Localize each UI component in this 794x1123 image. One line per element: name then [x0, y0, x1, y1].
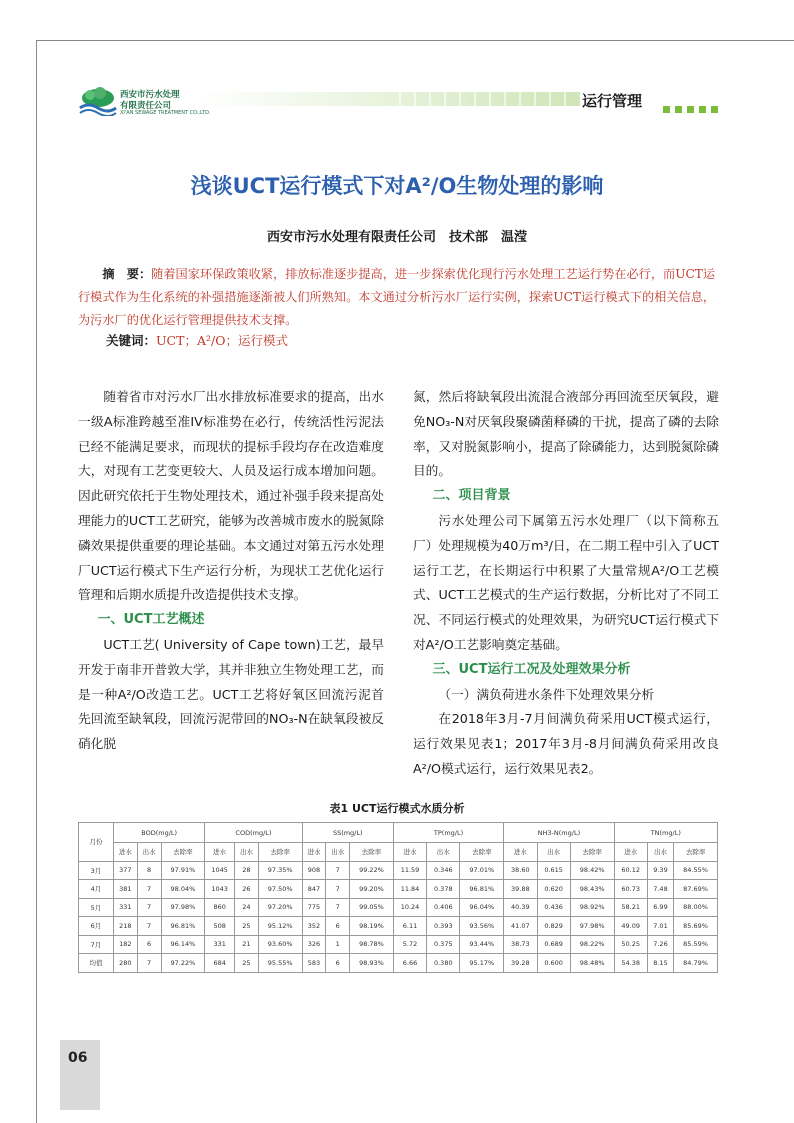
sub-header: 出水 [647, 843, 673, 862]
sub-header: 进水 [302, 843, 326, 862]
page-frame-left [36, 40, 37, 1123]
table-cell: 97.91% [161, 861, 205, 880]
table-cell: 0.378 [427, 880, 460, 899]
table-cell: 97.01% [460, 861, 504, 880]
table-cell: 98.93% [350, 954, 394, 973]
header-dot [687, 106, 694, 113]
month-cell: 5月 [79, 898, 114, 917]
company-logo-icon [78, 86, 118, 116]
sub-header: 出水 [537, 843, 570, 862]
table-cell: 98.48% [570, 954, 614, 973]
table-cell: 0.615 [537, 861, 570, 880]
sub-header: 进水 [614, 843, 647, 862]
table-cell: 28 [235, 861, 259, 880]
table-cell: 95.12% [258, 917, 302, 936]
month-cell: 7月 [79, 935, 114, 954]
month-cell: 均值 [79, 954, 114, 973]
group-header: TP(mg/L) [393, 823, 503, 843]
table-cell: 0.393 [427, 917, 460, 936]
table-cell: 25 [235, 917, 259, 936]
table-cell: 98.04% [161, 880, 205, 899]
section-heading: 三、UCT运行工况及处理效果分析 [432, 661, 631, 677]
table-cell: 6 [326, 917, 350, 936]
abstract [78, 263, 718, 332]
month-cell: 4月 [79, 880, 114, 899]
group-header: SS(mg/L) [302, 823, 393, 843]
header-stripe-band [200, 92, 580, 106]
table-sub-header-row [79, 843, 718, 862]
table-cell: 96.14% [161, 935, 205, 954]
table-cell: 331 [114, 898, 138, 917]
table-cell: 97.20% [258, 898, 302, 917]
page-number: 06 [68, 1050, 88, 1066]
table-cell: 97.98% [161, 898, 205, 917]
table-cell: 54.38 [614, 954, 647, 973]
section-heading: 二、项目背景 [432, 488, 511, 504]
table-cell: 6 [137, 935, 161, 954]
sub-header: 出水 [137, 843, 161, 862]
table-cell: 182 [114, 935, 138, 954]
table-cell: 38.73 [504, 935, 537, 954]
table-cell: 7.48 [647, 880, 673, 899]
article-title: 浅谈UCT运行模式下对A²/O生物处理的影响 [190, 174, 604, 198]
table-cell: 7.01 [647, 917, 673, 936]
table-cell: 8 [137, 861, 161, 880]
body-column-left [78, 385, 384, 757]
table-cell: 860 [205, 898, 235, 917]
table-cell: 1043 [205, 880, 235, 899]
table-cell: 26 [235, 880, 259, 899]
table-cell: 50.25 [614, 935, 647, 954]
table-cell: 93.44% [460, 935, 504, 954]
sub-header: 进水 [393, 843, 426, 862]
table-cell: 98.19% [350, 917, 394, 936]
table-cell: 0.689 [537, 935, 570, 954]
header-dot [663, 106, 670, 113]
table-cell: 0.346 [427, 861, 460, 880]
table-cell: 0.829 [537, 917, 570, 936]
table-cell: 0.380 [427, 954, 460, 973]
abstract-text: 随着国家环保政策收紧，排放标准逐步提高，进一步探索优化现行污水处理工艺运行势在必行，而UCT运行模式作为生化系统的补强措施逐渐被人们所熟知。本文通过分析污水厂运行实例，探索UCT运行模式下的相关信息，为污水厂的优化运行管理提供技术支撑。 [78, 267, 716, 327]
table-cell: 0.620 [537, 880, 570, 899]
table-cell: 7 [326, 880, 350, 899]
table-cell: 99.05% [350, 898, 394, 917]
page-frame-top [36, 40, 794, 41]
table-cell: 84.79% [674, 954, 718, 973]
table-cell: 10.24 [393, 898, 426, 917]
table-cell: 97.98% [570, 917, 614, 936]
sub-header: 进水 [114, 843, 138, 862]
paragraph: 在2018年3月-7月间满负荷采用UCT模式运行，运行效果见表1；2017年3月-8月间满负荷采用改良A²/O模式运行，运行效果见表2。 [413, 711, 719, 776]
table-cell: 218 [114, 917, 138, 936]
table-cell: 84.55% [674, 861, 718, 880]
sub-header: 出水 [326, 843, 350, 862]
sub-header: 进水 [504, 843, 537, 862]
table-cell: 40.39 [504, 898, 537, 917]
table-cell: 97.50% [258, 880, 302, 899]
table-cell: 331 [205, 935, 235, 954]
table-row [79, 861, 718, 880]
table-row [79, 880, 718, 899]
abstract-label: 摘 要： [102, 267, 152, 281]
table-cell: 93.56% [460, 917, 504, 936]
table-cell: 25 [235, 954, 259, 973]
table-cell: 41.07 [504, 917, 537, 936]
table-cell: 98.22% [570, 935, 614, 954]
keywords-text: UCT；A²/O；运行模式 [156, 333, 288, 348]
table-cell: 6 [326, 954, 350, 973]
table-cell: 0.436 [537, 898, 570, 917]
table-cell: 85.59% [674, 935, 718, 954]
table-cell: 6.11 [393, 917, 426, 936]
group-header: COD(mg/L) [205, 823, 302, 843]
table-cell: 60.73 [614, 880, 647, 899]
table-cell: 583 [302, 954, 326, 973]
table-cell: 39.28 [504, 954, 537, 973]
paragraph: 随着省市对污水厂出水排放标准要求的提高，出水一级A标准跨越至准IV标准势在必行，传统活性污泥法已经不能满足要求，而现状的提标手段均存在改造难度大，对现有工艺变更较大、人员及运行成本增加问题。因此研究依托于生物处理技术，通过补强手段来提高处理能力的UCT工艺研究，能够为改善城市废水的脱氮除磷效果提供重要的理论基础。本文通过对第五污水处理厂UCT运行模式下生产运行分析，为现状工艺优化运行管理和后期水质提升改造提供技术支撑。 [78, 389, 384, 603]
sub-header: 去除率 [258, 843, 302, 862]
table-cell: 97.35% [258, 861, 302, 880]
table-row [79, 917, 718, 936]
table-title: 表1 UCT运行模式水质分析 [329, 802, 465, 815]
table-cell: 1 [326, 935, 350, 954]
header-dot [711, 106, 718, 113]
table-cell: 775 [302, 898, 326, 917]
table-cell: 96.81% [161, 917, 205, 936]
table-cell: 7 [137, 917, 161, 936]
table-cell: 280 [114, 954, 138, 973]
table-cell: 98.42% [570, 861, 614, 880]
table-cell: 93.60% [258, 935, 302, 954]
logo-name-en: XI'AN SEWAGE TREATMENT CO.,LTD. [120, 110, 211, 116]
table-cell: 58.21 [614, 898, 647, 917]
table-cell: 7 [137, 880, 161, 899]
article-byline: 西安市污水处理有限责任公司 技术部 温滢 [266, 230, 527, 245]
table-cell: 95.55% [258, 954, 302, 973]
table-cell: 326 [302, 935, 326, 954]
table-cell: 24 [235, 898, 259, 917]
sub-header: 去除率 [570, 843, 614, 862]
header-dot [699, 106, 706, 113]
water-quality-table [78, 822, 718, 973]
table-cell: 11.59 [393, 861, 426, 880]
group-header: BOD(mg/L) [114, 823, 205, 843]
table-cell: 7 [137, 954, 161, 973]
table-cell: 11.84 [393, 880, 426, 899]
table-cell: 99.20% [350, 880, 394, 899]
table-cell: 60.12 [614, 861, 647, 880]
table-cell: 96.81% [460, 880, 504, 899]
table-cell: 38.60 [504, 861, 537, 880]
group-header: NH3-N(mg/L) [504, 823, 614, 843]
body-column-right [413, 385, 719, 782]
subsection-heading: （一）满负荷进水条件下处理效果分析 [438, 686, 655, 702]
logo-name-cn-2: 有限责任公司 [120, 101, 172, 111]
table-cell: 8.15 [647, 954, 673, 973]
table-cell: 7 [137, 898, 161, 917]
table-cell: 684 [205, 954, 235, 973]
sub-header: 去除率 [350, 843, 394, 862]
table-cell: 85.69% [674, 917, 718, 936]
sub-header: 去除率 [161, 843, 205, 862]
month-cell: 6月 [79, 917, 114, 936]
sub-header: 去除率 [674, 843, 718, 862]
paragraph: 污水处理公司下属第五污水处理厂（以下简称五厂）处理规模为40万m³/日，在二期工程中引入了UCT运行工艺，在长期运行中积累了大量常规A²/O工艺模式、UCT工艺模式的生产运行数据，分析比对了不同工况、不同运行模式的处理效果，为研究UCT运行模式下对A²/O工艺影响奠定基础。 [413, 512, 719, 652]
header-dot [675, 106, 682, 113]
group-header: TN(mg/L) [614, 823, 717, 843]
keywords-label: 关键词： [106, 333, 157, 348]
table-cell: 98.78% [350, 935, 394, 954]
keywords [106, 331, 288, 349]
section-label: 运行管理 [582, 92, 643, 110]
paragraph: 氮，然后将缺氧段出流混合液部分再回流至厌氧段，避免NO₃-N对厌氧段聚磷菌释磷的干扰，提高了磷的去除率，又对脱氮影响小，提高了除磷能力，达到脱氮除磷目的。 [413, 389, 719, 479]
table-cell: 9.39 [647, 861, 673, 880]
table-cell: 508 [205, 917, 235, 936]
month-cell: 3月 [79, 861, 114, 880]
table-cell: 99.22% [350, 861, 394, 880]
table-cell: 377 [114, 861, 138, 880]
table-cell: 5.72 [393, 935, 426, 954]
table-row [79, 935, 718, 954]
month-header: 月份 [79, 823, 114, 862]
header-dots [663, 98, 723, 117]
table-cell: 87.69% [674, 880, 718, 899]
logo-name-cn-1: 西安市污水处理 [120, 90, 180, 100]
table-cell: 98.92% [570, 898, 614, 917]
section-heading: 一、UCT工艺概述 [97, 612, 205, 628]
table-cell: 381 [114, 880, 138, 899]
table-cell: 847 [302, 880, 326, 899]
sub-header: 进水 [205, 843, 235, 862]
table-cell: 0.406 [427, 898, 460, 917]
table-cell: 7.26 [647, 935, 673, 954]
table-cell: 6.99 [647, 898, 673, 917]
paragraph: UCT工艺( University of Cape town)工艺，最早开发于南非开普敦大学，其并非独立生物处理工艺，而是一种A²/O改造工艺。UCT工艺将好氧区回流污泥首先回流至缺氧段，回流污泥带回的NO₃-N在缺氧段被反硝化脱 [78, 636, 385, 752]
table-cell: 95.17% [460, 954, 504, 973]
table-body [79, 861, 718, 972]
table-cell: 352 [302, 917, 326, 936]
table-cell: 96.04% [460, 898, 504, 917]
table-cell: 49.09 [614, 917, 647, 936]
table-group-header-row [79, 823, 718, 843]
table-cell: 97.22% [161, 954, 205, 973]
table-cell: 21 [235, 935, 259, 954]
table-cell: 6.66 [393, 954, 426, 973]
table-cell: 0.375 [427, 935, 460, 954]
table-cell: 7 [326, 898, 350, 917]
table-cell: 908 [302, 861, 326, 880]
sub-header: 去除率 [460, 843, 504, 862]
table-cell: 98.43% [570, 880, 614, 899]
table-row [79, 954, 718, 973]
table-cell: 39.88 [504, 880, 537, 899]
table-cell: 1045 [205, 861, 235, 880]
table-cell: 7 [326, 861, 350, 880]
sub-header: 出水 [427, 843, 460, 862]
sub-header: 出水 [235, 843, 259, 862]
table-cell: 0.600 [537, 954, 570, 973]
table-cell: 88.00% [674, 898, 718, 917]
table-row [79, 898, 718, 917]
